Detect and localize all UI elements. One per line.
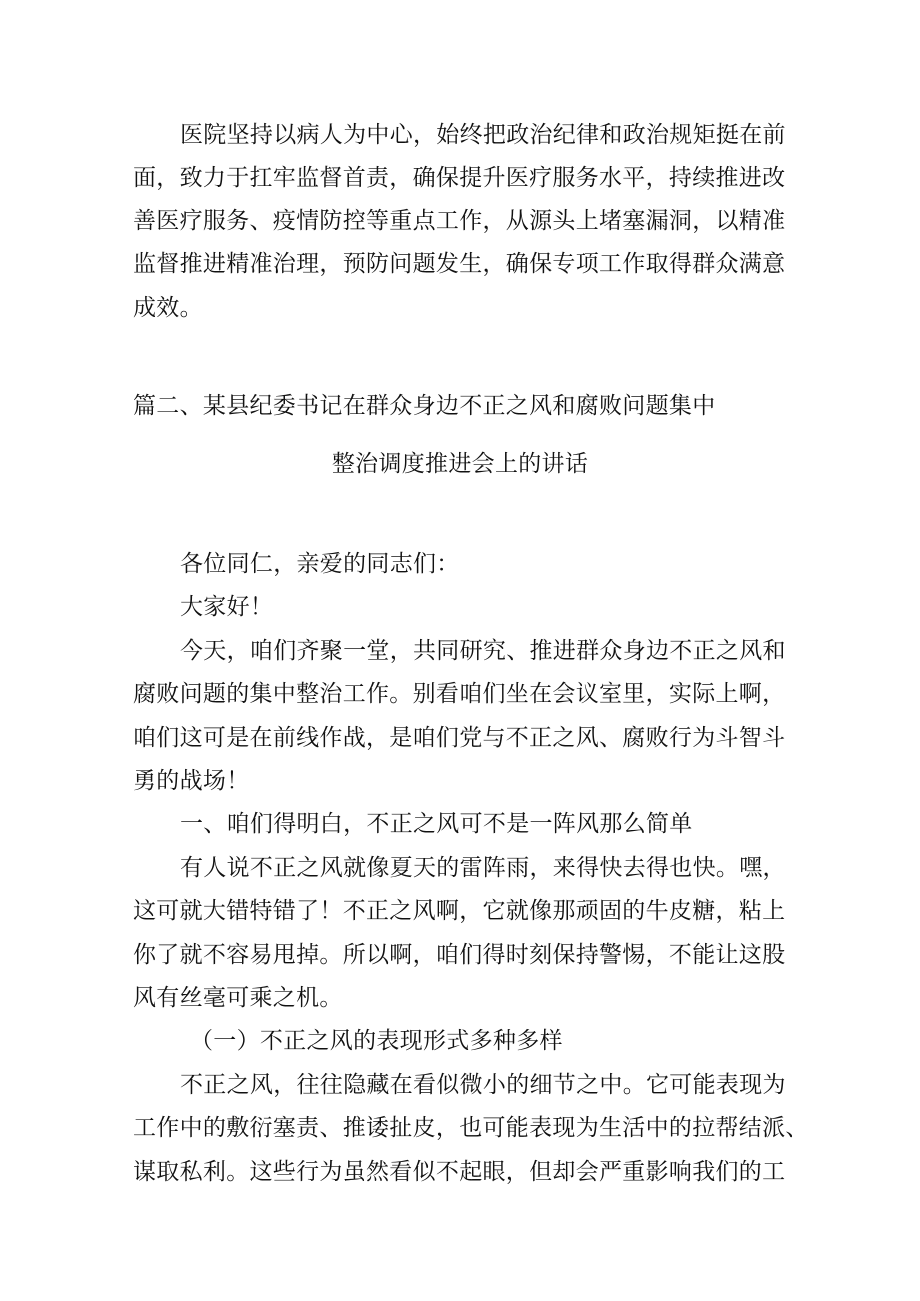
wind-line-3: 你了就不容易甩掉。所以啊，咱们得时刻保持警惕，不能让这股 (133, 942, 786, 968)
heading-1: 一、咱们得明白，不正之风可不是一阵风那么简单 (180, 811, 693, 837)
intro-line-3: 善医疗服务、疫情防控等重点工作，从源头上堵塞漏洞，以精准 (133, 208, 786, 234)
forms-line-2: 工作中的敷衍塞责、推诿扯皮，也可能表现为生活中的拉帮结派、 (133, 1115, 809, 1141)
wind-line-4: 风有丝毫可乘之机。 (133, 985, 343, 1011)
today-line-2: 腐败问题的集中整治工作。别看咱们坐在会议室里，实际上啊， (133, 681, 786, 707)
wind-line-1: 有人说不正之风就像夏天的雷阵雨，来得快去得也快。嘿， (180, 855, 786, 881)
greeting: 大家好！ (180, 594, 274, 620)
forms-line-3: 谋取私利。这些行为虽然看似不起眼，但却会严重影响我们的工 (133, 1159, 786, 1185)
salutation: 各位同仁，亲爱的同志们： (180, 551, 460, 577)
today-line-3: 咱们这可是在前线作战，是咱们党与不正之风、腐败行为斗智斗 (133, 725, 786, 751)
intro-line-4: 监督推进精准治理，预防问题发生，确保专项工作取得群众满意 (133, 251, 786, 277)
forms-line-1: 不正之风，往往隐藏在看似微小的细节之中。它可能表现为 (180, 1072, 786, 1098)
today-line-1: 今天，咱们齐聚一堂，共同研究、推进群众身边不正之风和 (180, 638, 786, 664)
intro-line-2: 面，致力于扛牢监督首责，确保提升医疗服务水平，持续推进改 (133, 165, 786, 191)
wind-line-2: 这可就大错特错了！不正之风啊，它就像那顽固的牛皮糖，粘上 (133, 898, 786, 924)
today-line-4: 勇的战场！ (133, 768, 250, 794)
subheading-1: （一）不正之风的表现形式多种多样 (190, 1028, 563, 1054)
section-title-line-2: 整治调度推进会上的讲话 (331, 451, 589, 477)
intro-line-1: 医院坚持以病人为中心，始终把政治纪律和政治规矩挺在前 (180, 122, 786, 148)
intro-line-5: 成效。 (133, 295, 203, 321)
section-title-line-1: 篇二、某县纪委书记在群众身边不正之风和腐败问题集中 (133, 393, 716, 419)
